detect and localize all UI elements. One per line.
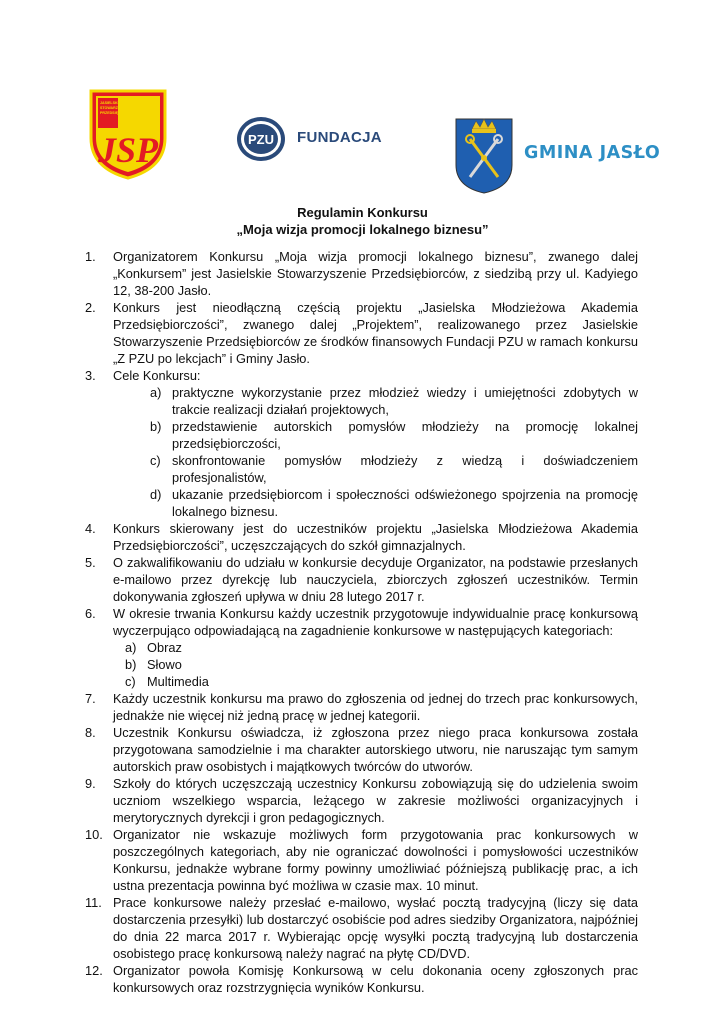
item-number: 2.: [85, 300, 96, 315]
sublist-item: [85, 418, 638, 452]
list-item: [85, 826, 638, 894]
list-item: [85, 775, 638, 826]
regulations-body: [85, 248, 638, 996]
item-number: 7.: [85, 691, 96, 706]
jsp-small-text: PRZEDSIĘBIORCÓW: [100, 111, 136, 115]
sublist-item: [85, 452, 638, 486]
pzu-fundacja-logo: [235, 115, 385, 163]
sub-text: przedstawienie autorskich pomysłów młodzieży na promocję lokalnej przedsiębiorczości,: [172, 419, 638, 451]
sub-letter: d): [150, 487, 162, 502]
sub-letter: a): [150, 385, 162, 400]
item-text: Konkurs jest nieodłączną częścią projektu „Jasielska Młodzieżowa Akademia Przedsiębiorczości”, zwanego dalej „Projektem”, realizowanego przez Jasielskie Stowarzyszenie Przedsiębiorców ze środków finansowych Fundacji PZU w ramach konkursu „Z PZU po lekcjach” i Gminy Jasło.: [113, 300, 638, 366]
sublist-item: [85, 486, 638, 520]
list-item: [85, 690, 638, 724]
jsp-small-text: STOWARZYSZENIE: [100, 106, 134, 110]
jsp-small-text: JASIELSKIE: [100, 101, 121, 105]
item-number: 11.: [85, 895, 102, 910]
item-number: 1.: [85, 249, 96, 264]
list-item: [85, 248, 638, 299]
list-item: [85, 299, 638, 367]
list-item: [85, 605, 638, 639]
sub-text: skonfrontowanie pomysłów młodzieży z wiedzą i doświadczeniem profesjonalistów,: [172, 453, 638, 485]
item-number: 12.: [85, 963, 103, 978]
item-text: Prace konkursowe należy przesłać e-mailowo, wysłać pocztą tradycyjną (liczy się data dostarczenia przesyłki) lub dostarczyć osobiście pod adres siedziby Organizatora, najpóźniej do dnia 22 marca 2017 r. Wybierając opcję wysyłki pocztą tradycyjną lub dostarczenia osobistego pracę konkursową należy nagrać na płytę CD/DVD.: [113, 895, 638, 961]
jsp-shield-icon: [88, 88, 168, 180]
jsp-logo: [88, 88, 168, 180]
gmina-jaslo-label: GMINA JASŁO: [524, 143, 661, 163]
categories-sublist: [85, 639, 638, 690]
list-item: [85, 894, 638, 962]
sublist-item: [85, 656, 638, 673]
pzu-fundacja-label: FUNDACJA: [297, 129, 382, 146]
item-text: Organizatorem Konkursu „Moja wizja promocji lokalnego biznesu”, zwanego dalej „Konkursem” jest Jasielskie Stowarzyszenie Przedsiębiorców, z siedzibą przy ul. Kadyiego 12, 38-200 Jasło.: [113, 249, 638, 298]
item-text: Szkoły do których uczęszczają uczestnicy Konkursu zobowiązują się do udzielenia swoim uczniom wszelkiego wsparcia, leżącego w zakresie możliwości organizacyjnych i merytorycznych dyrekcji i gron pedagogicznych.: [113, 776, 638, 825]
sub-text: ukazanie przedsiębiorcom i społeczności odświeżonego spojrzenia na promocję lokalnego biznesu.: [172, 487, 638, 519]
item-text: W okresie trwania Konkursu każdy uczestnik przygotowuje indywidualnie pracę konkursową wyczerpująco odpowiadającą na zagadnienie konkursowe w następujących kategoriach:: [113, 606, 638, 638]
document-title: Regulamin Konkursu: [297, 205, 428, 220]
item-text: Organizator nie wskazuje możliwych form przygotowania prac konkursowych w poszczególnych kategoriach, aby nie ograniczać dowolności i pomysłowości uczestników Konkursu, jednakże wybrane formy powinny umożliwiać późniejszą publikację prac, a ich ustna prezentacja powinna być możliwa w czasie max. 10 minut.: [113, 827, 638, 893]
item-text: Każdy uczestnik konkursu ma prawo do zgłoszenia od jednej do trzech prac konkursowych, jednakże nie więcej niż jedną pracę w jednej kategorii.: [113, 691, 638, 723]
list-item: [85, 554, 638, 605]
sublist-item: [85, 673, 638, 690]
pzu-emblem-text: PZU: [248, 132, 274, 147]
item-text: Konkurs skierowany jest do uczestników projektu „Jasielska Młodzieżowa Akademia Przedsiębiorczości”, uczęszczających do szkół gimnazjalnych.: [113, 521, 638, 553]
pzu-emblem-icon: [235, 115, 287, 163]
regulations-list: [85, 248, 638, 996]
jsp-mark: JSP: [97, 130, 159, 170]
sub-letter: b): [150, 419, 162, 434]
sub-text: Słowo: [147, 657, 182, 672]
goals-sublist: [85, 384, 638, 520]
sub-letter: c): [125, 674, 136, 689]
sub-letter: a): [125, 640, 137, 655]
sub-text: praktyczne wykorzystanie przez młodzież wiedzy i umiejętności zdobytych w trakcie realizacji działań projektowych,: [172, 385, 638, 417]
item-number: 3.: [85, 368, 96, 383]
gmina-coat-of-arms-icon: [452, 115, 516, 195]
item-number: 10.: [85, 827, 103, 842]
sub-letter: b): [125, 657, 137, 672]
list-item: [85, 367, 638, 384]
item-number: 4.: [85, 521, 96, 536]
item-number: 8.: [85, 725, 96, 740]
sub-letter: c): [150, 453, 161, 468]
gmina-jaslo-logo: [452, 115, 661, 195]
item-text: Organizator powoła Komisję Konkursową w celu dokonania oceny zgłoszonych prac konkursowych oraz rozstrzygnięcia wyników Konkursu.: [113, 963, 638, 995]
sublist-item: [85, 384, 638, 418]
list-item: [85, 962, 638, 996]
sublist-container: [85, 639, 638, 690]
item-text: Uczestnik Konkursu oświadcza, iż zgłoszona przez niego praca konkursowa została przygotowana samodzielnie i ma charakter autorskiego utworu, nie naruszając tym samym autorskich praw osobistych i majątkowych twórców do utworów.: [113, 725, 638, 774]
list-item: [85, 724, 638, 775]
document-subtitle: „Moja wizja promocji lokalnego biznesu”: [236, 222, 489, 237]
item-number: 9.: [85, 776, 96, 791]
list-item: [85, 520, 638, 554]
sublist-item: [85, 639, 638, 656]
sublist-container: [85, 384, 638, 520]
item-text: O zakwalifikowaniu do udziału w konkursie decyduje Organizator, na podstawie przesłanych e-mailowo przez dyrekcję lub nauczyciela, zbiorczych zgłoszeń uczestników. Termin dokonywania zgłoszeń upływa w dniu 28 lutego 2017 r.: [113, 555, 638, 604]
sub-text: Obraz: [147, 640, 182, 655]
item-text: Cele Konkursu:: [113, 368, 201, 383]
logo-bar: [0, 0, 725, 200]
item-number: 5.: [85, 555, 96, 570]
item-number: 6.: [85, 606, 96, 621]
sub-text: Multimedia: [147, 674, 209, 689]
